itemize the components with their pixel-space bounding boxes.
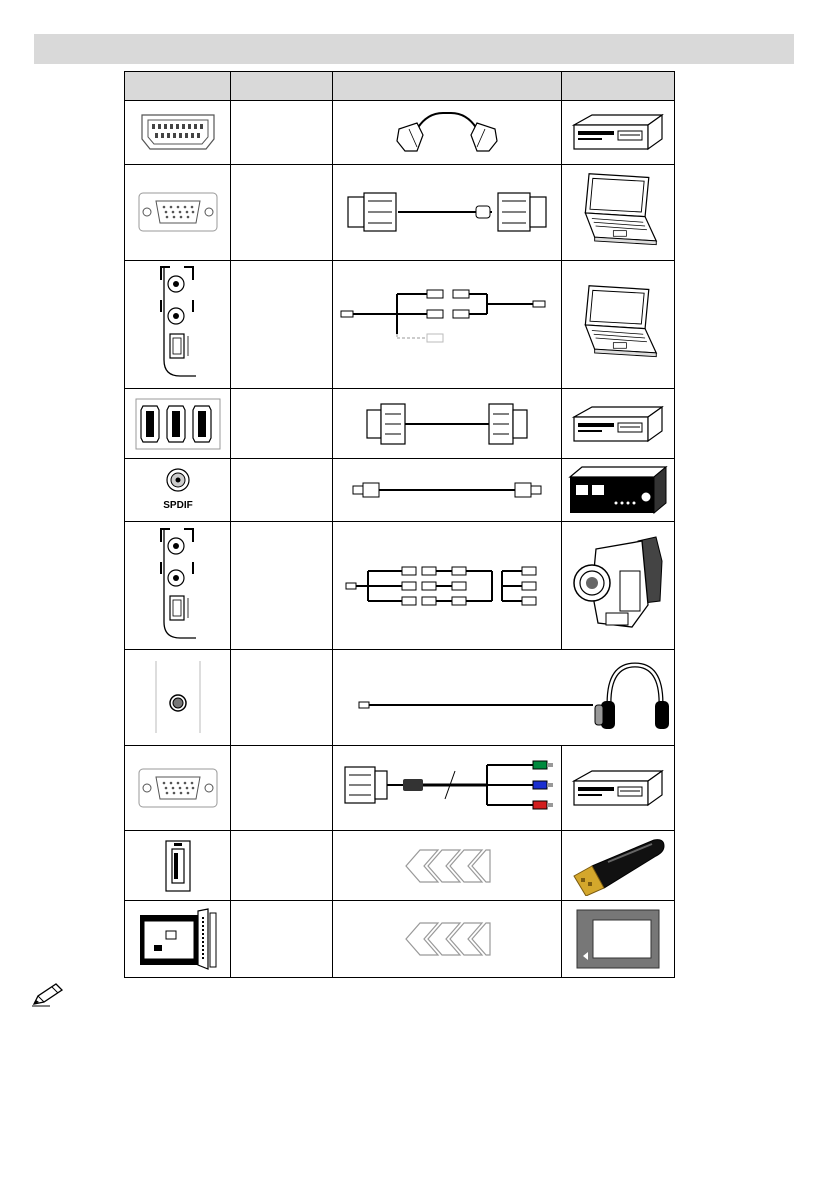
connector-cell <box>125 261 231 389</box>
dvd-recorder-icon <box>570 403 666 445</box>
section-title-bar <box>34 34 794 64</box>
av-cable-icon <box>342 561 552 611</box>
usb-port-icon <box>163 839 193 893</box>
spdif-port-icon <box>148 464 208 516</box>
connector-cell <box>125 746 231 831</box>
connector-cell <box>125 101 231 165</box>
table-row <box>125 746 675 831</box>
vga-port-icon <box>138 192 218 232</box>
cam-module-icon <box>575 908 661 970</box>
dvd-recorder-icon <box>570 767 666 809</box>
device-cell <box>562 388 675 459</box>
connector-cell <box>125 900 231 977</box>
hdmi-ports-icon <box>135 398 221 450</box>
table-row <box>125 900 675 977</box>
side-av-panel-icon <box>158 526 198 646</box>
insert-arrows-icon <box>402 849 492 883</box>
type-label <box>231 649 333 745</box>
side-av-panel-icon <box>158 264 198 384</box>
spdif-label: SPDIF <box>162 500 193 512</box>
usb-stick-icon <box>568 836 668 896</box>
vga-port-icon <box>138 768 218 808</box>
header-cell-type <box>231 72 333 101</box>
table-row <box>125 101 675 165</box>
audio-amplifier-icon <box>568 465 668 515</box>
table-header-row <box>125 72 675 101</box>
cable-cell <box>333 900 562 977</box>
table-row <box>125 388 675 459</box>
laptop-icon <box>573 170 663 254</box>
device-cell <box>562 746 675 831</box>
insert-arrows-icon <box>402 922 492 956</box>
headphone-cable-icon <box>339 657 669 737</box>
vga-cable-icon <box>342 187 552 237</box>
type-label <box>231 900 333 977</box>
type-label <box>231 746 333 831</box>
scart-cable-icon <box>387 107 507 157</box>
device-cell <box>562 900 675 977</box>
laptop-icon <box>573 282 663 366</box>
cable-cell <box>333 164 562 260</box>
connector-cell <box>125 459 231 522</box>
table-row <box>125 164 675 260</box>
pencil-note-icon <box>30 982 64 1008</box>
type-label <box>231 831 333 901</box>
ypbpr-cable-icon <box>337 753 557 823</box>
type-label <box>231 522 333 650</box>
ci-slot-icon <box>136 907 220 971</box>
cable-cell <box>333 459 562 522</box>
connector-cell <box>125 388 231 459</box>
header-cell-connector <box>125 72 231 101</box>
cable-cell <box>333 831 562 901</box>
camcorder-icon <box>568 531 668 641</box>
cable-cell <box>333 649 675 745</box>
type-label <box>231 388 333 459</box>
header-cell-device <box>562 72 675 101</box>
device-cell <box>562 261 675 389</box>
type-label <box>231 101 333 165</box>
cable-cell <box>333 388 562 459</box>
connector-cell <box>125 522 231 650</box>
hdmi-cable-icon <box>357 396 537 452</box>
connector-cell <box>125 164 231 260</box>
connector-cell <box>125 831 231 901</box>
pc-audio-cable-icon <box>337 284 557 364</box>
connection-table <box>124 71 675 978</box>
cable-cell <box>333 101 562 165</box>
table-row <box>125 459 675 522</box>
connector-cell <box>125 649 231 745</box>
header-cell-cables <box>333 72 562 101</box>
cable-cell <box>333 746 562 831</box>
coaxial-audio-cable-icon <box>347 475 547 505</box>
device-cell <box>562 522 675 650</box>
device-cell <box>562 101 675 165</box>
table-row <box>125 522 675 650</box>
type-label <box>231 164 333 260</box>
dvd-recorder-icon <box>570 111 666 153</box>
device-cell <box>562 831 675 901</box>
cable-cell <box>333 522 562 650</box>
headphone-jack-icon <box>148 657 208 737</box>
table-row <box>125 831 675 901</box>
type-label <box>231 261 333 389</box>
type-label <box>231 459 333 522</box>
device-cell <box>562 164 675 260</box>
table-row <box>125 649 675 745</box>
device-cell <box>562 459 675 522</box>
cable-cell <box>333 261 562 389</box>
table-row <box>125 261 675 389</box>
scart-port-icon <box>136 111 220 153</box>
